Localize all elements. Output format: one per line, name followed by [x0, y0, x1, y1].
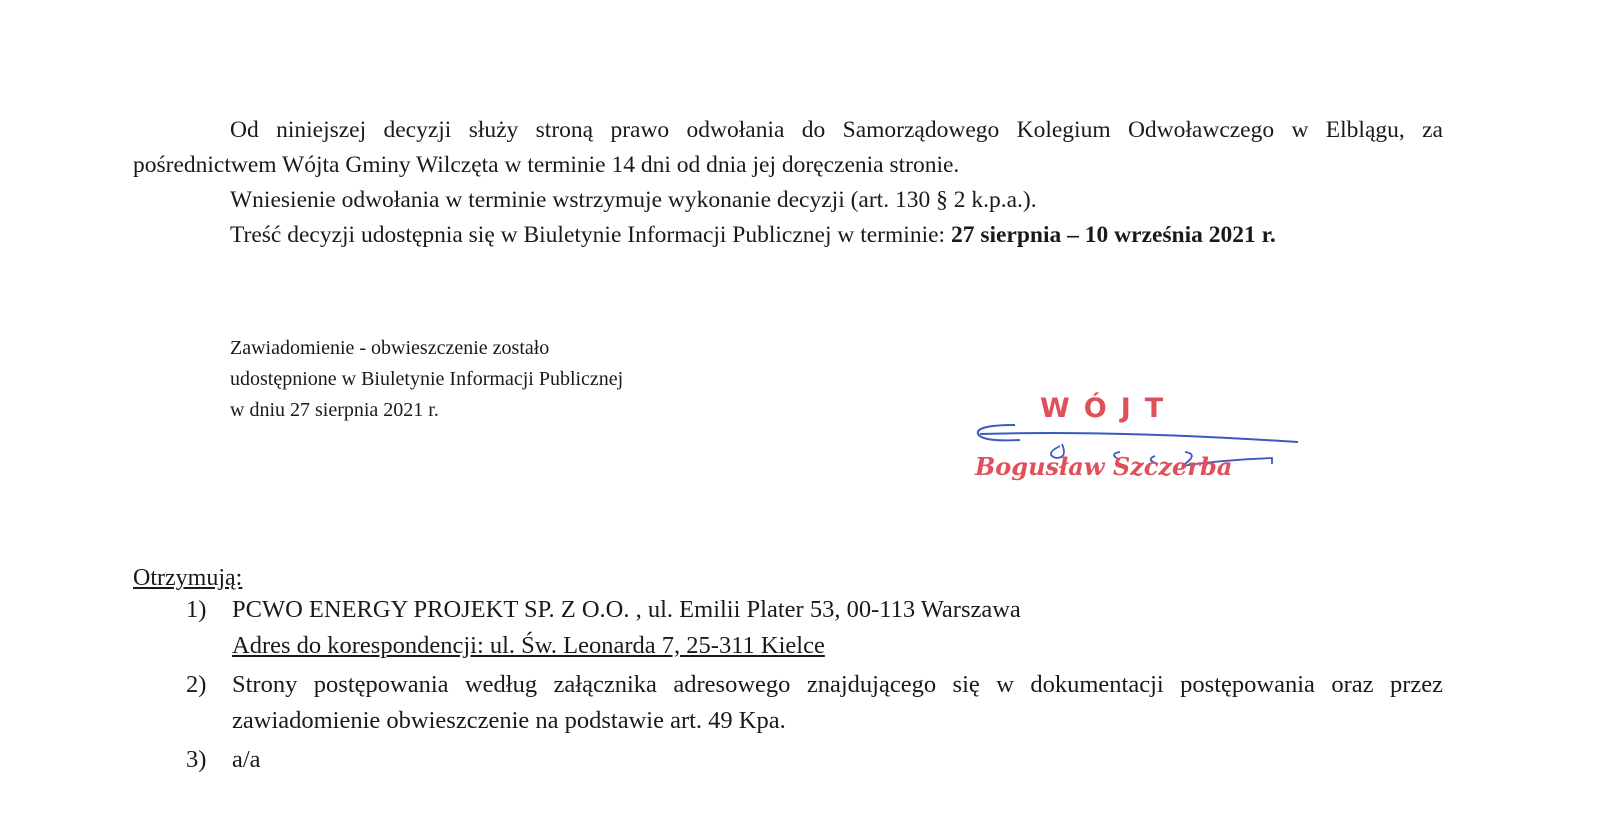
- list-item: [186, 667, 1443, 739]
- list-item: [186, 742, 1443, 778]
- appeal-text: Od niniejszej decyzji służy stroną prawo odwołania do Samorządowego Kolegium Odwoławczego w Elblągu, za pośrednictwem Wójta Gminy Wilczęta w terminie 14 dni od dnia jej doręczenia stronie.: [133, 117, 1443, 178]
- notice-line: Zawiadomienie - obwieszczenie zostało: [230, 337, 550, 359]
- item-number: 3): [186, 746, 207, 773]
- notice-line: udostępnione w Biuletynie Informacji Publicznej: [230, 368, 624, 390]
- item-text: PCWO ENERGY PROJEKT SP. Z O.O. , ul. Emilii Plater 53, 00-113 Warszawa: [232, 596, 1021, 623]
- recipients-list: [186, 592, 1443, 781]
- notice-line: w dniu 27 sierpnia 2021 r.: [230, 399, 439, 421]
- list-item: [186, 592, 1443, 664]
- appeal-effect-text: Wniesienie odwołania w terminie wstrzymuje wykonanie decyzji (art. 130 § 2 k.p.a.).: [230, 187, 1037, 213]
- appeal-paragraph: [133, 113, 1443, 218]
- item-number: 2): [186, 671, 207, 698]
- item-number: 1): [186, 596, 207, 623]
- stamp-title: WÓJT: [1040, 393, 1178, 424]
- correspondence-address: Adres do korespondencji: ul. Św. Leonarda 7, 25-311 Kielce: [232, 632, 825, 659]
- publication-dates: 27 sierpnia – 10 września 2021 r.: [950, 222, 1276, 248]
- item-text: Strony postępowania według załącznika adresowego znajdującego się w dokumentacji postępowania oraz przez zawiadomienie obwieszczenie na podstawie art. 49 Kpa.: [232, 671, 1443, 734]
- item-text: a/a: [232, 746, 261, 773]
- stamp-name: Bogusław Szczerba: [975, 452, 1233, 481]
- recipients-title: [133, 560, 242, 596]
- publication-notice: [230, 333, 623, 426]
- publication-paragraph: [133, 218, 1443, 253]
- recipients-heading: Otrzymują:: [133, 565, 243, 591]
- publication-text: Treść decyzji udostępnia się w Biuletynie Informacji Publicznej w terminie:: [230, 222, 946, 248]
